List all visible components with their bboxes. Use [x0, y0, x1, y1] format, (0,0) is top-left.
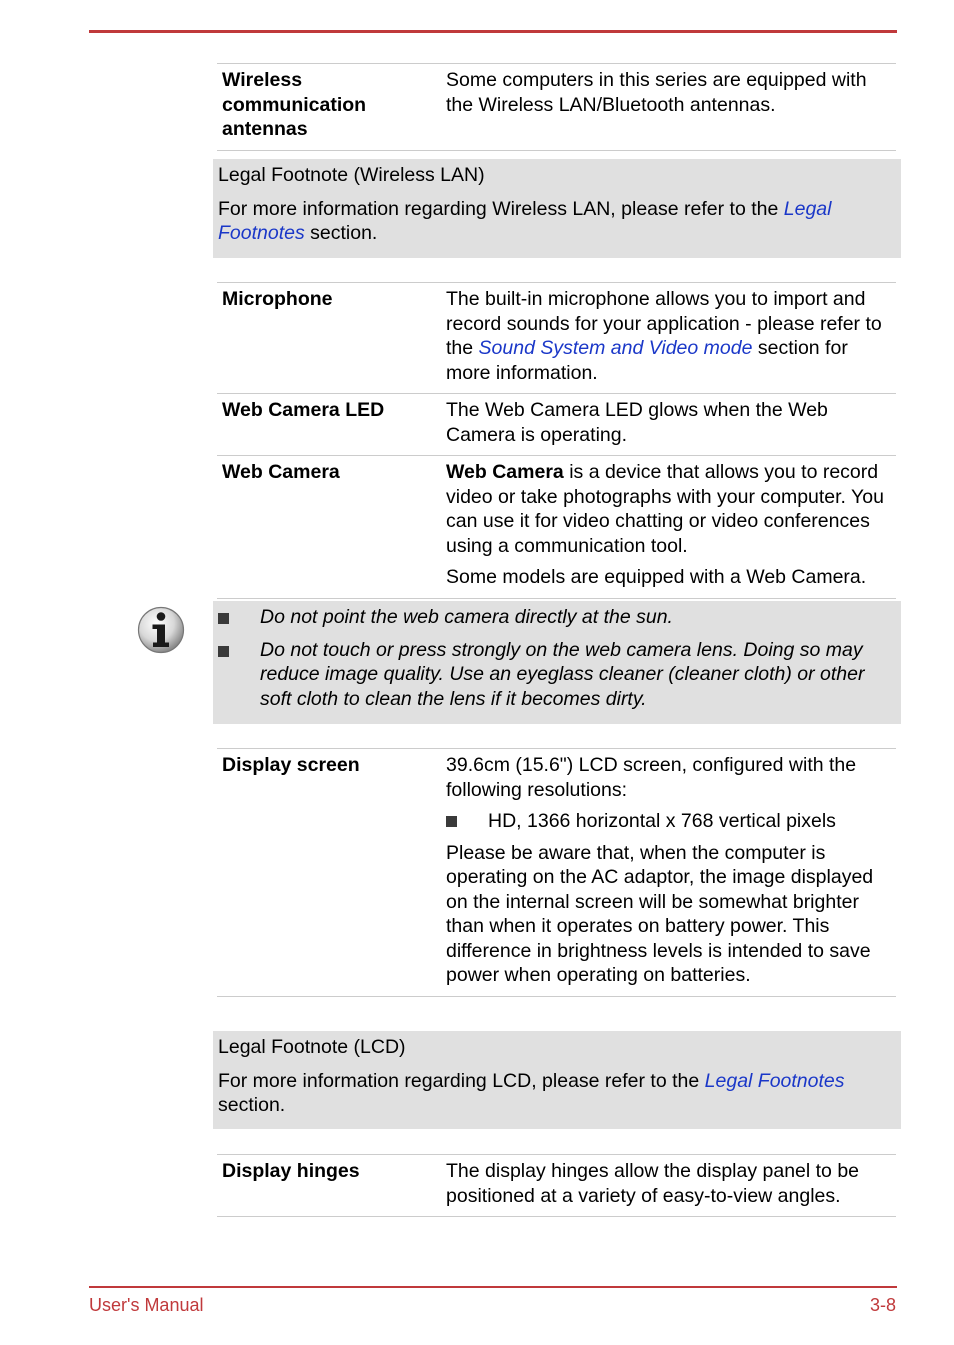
legal-footnote-lcd — [213, 1031, 901, 1129]
spec-row-display-screen — [217, 749, 896, 996]
spec-desc — [441, 283, 896, 393]
spec-desc-text-2: Please be aware that, when the computer is operating on the AC adaptor, the image displayed on the internal screen will be somewhat brighter than when it operates on battery power. This difference in brightness levels is intended to save power when operating on batteries. — [446, 841, 874, 986]
spec-desc — [441, 64, 896, 150]
bullet-square-icon — [218, 613, 229, 624]
spec-row-webcam-led — [217, 393, 896, 455]
footnote-text-after: section. — [304, 222, 378, 244]
spec-table-wireless — [217, 63, 896, 151]
spec-row-microphone — [217, 283, 896, 393]
resolution-text: HD, 1366 horizontal x 768 vertical pixels — [488, 810, 836, 832]
footnote-text — [218, 1069, 895, 1118]
info-note-box — [213, 601, 901, 724]
legal-footnote-wlan — [213, 159, 901, 258]
info-icon — [137, 605, 185, 655]
spec-row-webcam — [217, 455, 896, 598]
info-bullet-text: Do not point the web camera directly at the sun. — [260, 606, 673, 628]
resolution-bullet — [446, 809, 890, 834]
desc-before: The built-in microphone allows you to import and record sounds for your application - please refer to the — [446, 288, 882, 359]
spec-desc — [441, 394, 896, 455]
spec-desc — [441, 749, 896, 996]
info-bullet-text: Do not touch or press strongly on the web camera lens. Doing so may reduce image quality. Use an eyeglass cleaner (cleaner cloth) or other soft cloth to clean the lens if it becomes dirty. — [260, 638, 865, 710]
spec-desc-text: 39.6cm (15.6") LCD screen, configured with the following resolutions: — [446, 754, 857, 801]
desc-after: section for more information. — [446, 337, 848, 384]
footer-page-number: 3-8 — [869, 1295, 896, 1315]
footnote-text-after: section. — [218, 1094, 286, 1116]
bullet-square-icon — [218, 646, 229, 657]
footnote-text-before: For more information regarding Wireless LAN, please refer to the — [218, 197, 784, 220]
spec-term: Web Camera — [222, 461, 340, 483]
spec-desc — [441, 1155, 896, 1216]
spec-desc-text: The Web Camera LED glows when the Web Camera is operating. — [446, 399, 828, 446]
legal-footnotes-link[interactable]: Legal Footnotes — [704, 1069, 845, 1092]
info-bullet-item — [218, 605, 895, 630]
spec-term: Display screen — [222, 754, 360, 776]
sound-system-link[interactable]: Sound System and Video mode — [478, 337, 753, 359]
spec-term: Web Camera LED — [222, 399, 385, 421]
spec-desc-text-2: Some models are equipped with a Web Camera. — [446, 566, 867, 588]
footnote-text — [218, 197, 895, 246]
spec-term: Wireless communication antennas — [222, 69, 367, 140]
spec-row-display-hinges — [217, 1155, 896, 1216]
footnote-title: Legal Footnote (LCD) — [218, 1036, 406, 1058]
spec-desc-text — [446, 287, 890, 385]
header-rule — [89, 30, 897, 33]
desc-rest: is a device that allows you to record video or take photographs with your computer. You can use it for video chatting or video conferences using a communication tool. — [446, 461, 884, 557]
spec-term: Microphone — [222, 288, 333, 310]
spec-desc-text: Some computers in this series are equipped with the Wireless LAN/Bluetooth antennas. — [446, 69, 867, 116]
spec-table-display — [217, 748, 896, 997]
footer-rule — [89, 1286, 897, 1288]
bullet-square-icon — [446, 816, 457, 827]
desc-bold: Web Camera — [446, 461, 564, 483]
spec-table-camera — [217, 282, 896, 599]
spec-term: Display hinges — [222, 1160, 360, 1182]
footnote-text-before: For more information regarding LCD, please refer to the — [218, 1069, 705, 1092]
footer-manual-title: User's Manual — [89, 1295, 204, 1315]
spec-desc-text: The display hinges allow the display panel to be positioned at a variety of easy-to-view angles. — [446, 1160, 860, 1207]
spec-table-hinges — [217, 1154, 896, 1217]
legal-footnotes-link[interactable]: Legal Footnotes — [218, 197, 832, 244]
footnote-title: Legal Footnote (Wireless LAN) — [218, 164, 485, 186]
info-bullet-item — [218, 638, 895, 712]
spec-desc — [441, 456, 896, 598]
spec-desc-text — [446, 460, 890, 558]
spec-row-wireless-antennas — [217, 64, 896, 150]
